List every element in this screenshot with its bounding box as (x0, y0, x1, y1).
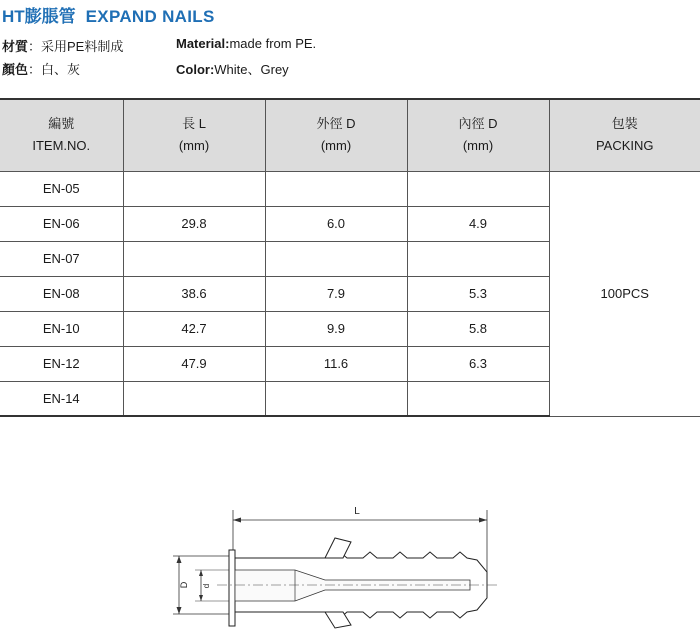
d-label: D (179, 581, 189, 589)
cell-outer: 7.9 (265, 276, 407, 311)
cell-length (123, 171, 265, 206)
cell-outer: 6.0 (265, 206, 407, 241)
title-en: EXPAND NAILS (85, 7, 215, 26)
cell-length (123, 381, 265, 416)
header-item-en: ITEM.NO. (32, 138, 91, 154)
l-label: L (354, 506, 360, 517)
cell-length: 29.8 (123, 206, 265, 241)
cell-outer (265, 241, 407, 276)
table-row (0, 171, 700, 206)
cell-item: EN-08 (0, 276, 123, 311)
title-cn: HT膨脹管 (2, 7, 76, 26)
inner-arrow-top (199, 570, 203, 576)
cell-outer (265, 171, 407, 206)
cell-inner (407, 241, 549, 276)
cell-inner (407, 381, 549, 416)
color-cn-label: 顏色 (2, 62, 29, 77)
header-packing-en: PACKING (595, 138, 654, 154)
l-arrow-left (233, 518, 241, 523)
wing-top (325, 538, 351, 558)
header-outer-cn: 外徑 D (316, 116, 356, 132)
cell-item: EN-14 (0, 381, 123, 416)
cell-item: EN-10 (0, 311, 123, 346)
d-arrow-top (177, 556, 182, 563)
table-header-row (0, 99, 700, 171)
header-outer-en: (mm) (320, 138, 352, 154)
header-inner-cn: 內徑 D (458, 116, 498, 132)
flange (229, 550, 235, 626)
cell-outer (265, 381, 407, 416)
header-item (0, 99, 123, 171)
color-cn-value: ：白、灰 (28, 62, 81, 77)
header-packing (549, 99, 700, 171)
cell-packing: 100PCS (549, 171, 700, 416)
cell-length: 42.7 (123, 311, 265, 346)
cell-inner (407, 171, 549, 206)
color-en-label: Color: (176, 62, 215, 77)
l-arrow-right (479, 518, 487, 523)
material-en-value: made from PE. (229, 36, 317, 51)
material-en (176, 36, 316, 51)
color-en-value: White、Grey (214, 62, 289, 77)
cell-outer: 9.9 (265, 311, 407, 346)
cell-item: EN-12 (0, 346, 123, 381)
header-inner (407, 99, 549, 171)
material-cn (2, 36, 123, 55)
cell-length: 47.9 (123, 346, 265, 381)
header-item-cn: 編號 (48, 116, 75, 132)
cell-inner: 5.8 (407, 311, 549, 346)
header-outer (265, 99, 407, 171)
inner-label: d (202, 583, 211, 589)
header-length-en: (mm) (178, 138, 210, 154)
cell-length (123, 241, 265, 276)
header-length-cn: 長 L (182, 116, 206, 132)
cell-item: EN-05 (0, 171, 123, 206)
cell-item: EN-06 (0, 206, 123, 241)
header-packing-cn: 包裝 (611, 116, 638, 132)
page-title (2, 2, 215, 27)
expand-nail-drawing (165, 498, 505, 630)
material-cn-value: ：采用PE料制成 (28, 39, 124, 54)
cell-inner: 6.3 (407, 346, 549, 381)
color-en (176, 59, 289, 78)
header-inner-en: (mm) (462, 138, 494, 154)
material-en-label: Material: (176, 36, 230, 51)
d-arrow-bottom (177, 607, 182, 614)
cell-inner: 4.9 (407, 206, 549, 241)
color-cn (2, 59, 80, 78)
cell-length: 38.6 (123, 276, 265, 311)
cell-outer: 11.6 (265, 346, 407, 381)
material-cn-label: 材質 (2, 39, 29, 54)
wing-bottom (325, 612, 351, 628)
spec-table (0, 98, 700, 417)
inner-arrow-bottom (199, 595, 203, 601)
header-length (123, 99, 265, 171)
cell-inner: 5.3 (407, 276, 549, 311)
cell-item: EN-07 (0, 241, 123, 276)
